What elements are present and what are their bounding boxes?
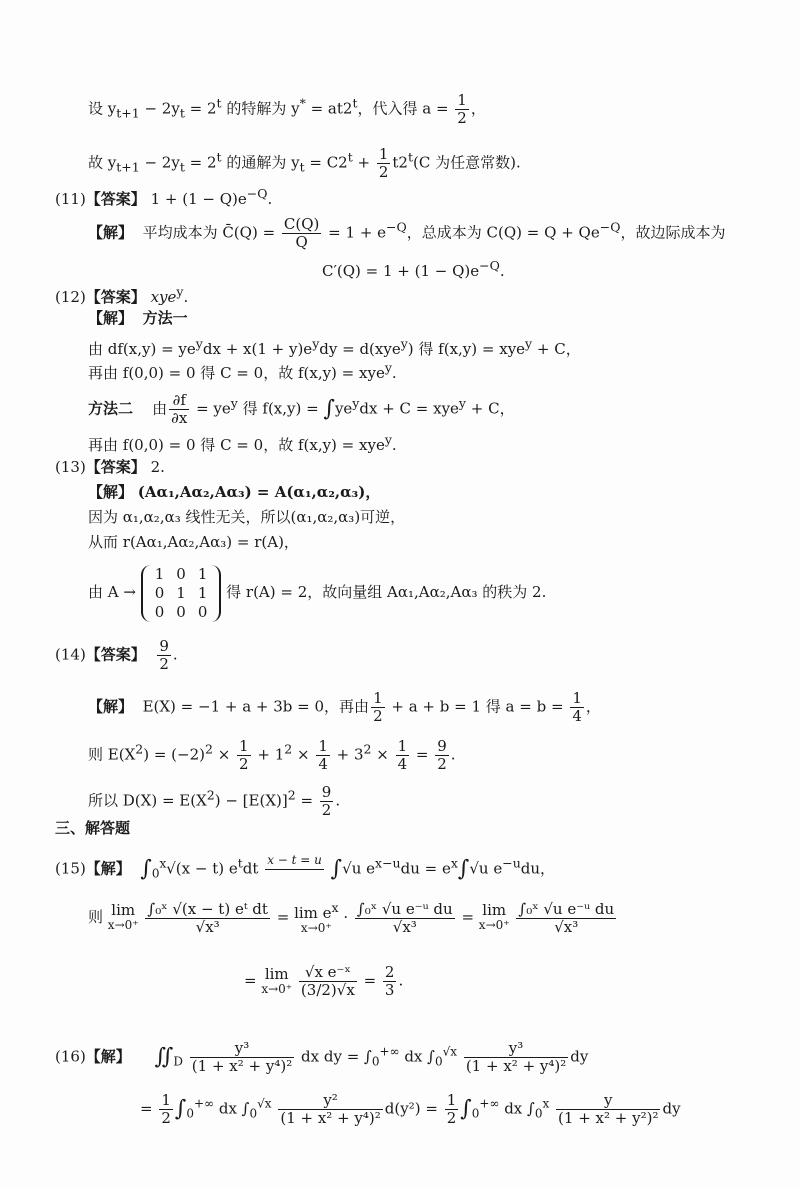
text: C′(Q) = 1 + (1 − Q)e — [322, 262, 480, 280]
matrix-cell: 1 — [197, 564, 208, 583]
text: √u e — [469, 859, 503, 878]
numerator: 1 — [397, 737, 408, 755]
text: = 1 + e — [323, 223, 387, 242]
solution-label: 【解】 — [88, 483, 134, 501]
lim-sub: x→0⁺ — [107, 918, 139, 932]
sup: y — [458, 395, 466, 411]
method-label: 方法二 — [88, 399, 134, 418]
sup: t — [216, 149, 222, 165]
solution-label: 【解】 — [88, 697, 134, 716]
text: = — [244, 971, 262, 990]
text: √u e — [342, 859, 376, 878]
double-integral-sign: ∬ — [154, 1044, 174, 1070]
denominator: 2 — [161, 1109, 171, 1127]
numerator: 1 — [161, 1091, 171, 1109]
text: 设 y — [88, 99, 117, 118]
text: × — [371, 745, 394, 764]
denominator: √x³ — [195, 917, 220, 936]
text: . — [450, 745, 456, 764]
method-label: 方法一 — [142, 309, 188, 327]
text: + 3 — [331, 745, 364, 764]
question-number: (13) — [55, 458, 86, 476]
q12-line1 — [88, 334, 581, 359]
denominator: 3 — [384, 981, 395, 999]
sup: y — [312, 336, 320, 351]
text: du = e — [400, 859, 451, 878]
fraction — [464, 1040, 568, 1075]
substitution-arrow — [265, 852, 324, 887]
matrix-cell: 0 — [176, 564, 186, 583]
fraction — [237, 738, 251, 773]
text: dx + C = xye — [359, 399, 459, 418]
integral-sign: ∫ — [140, 856, 152, 882]
q12-method1-title — [88, 308, 188, 328]
sup: y — [400, 336, 408, 351]
text: − 2y — [139, 153, 180, 172]
sub: 0 — [471, 1106, 480, 1121]
denominator: 4 — [318, 755, 328, 773]
sub: 0 — [434, 1054, 443, 1069]
text: dx ∫ — [218, 1099, 250, 1118]
substitution: x − t = u — [265, 852, 324, 870]
denominator: 4 — [572, 707, 582, 725]
fraction — [556, 1092, 660, 1127]
numerator: ∂f — [169, 392, 189, 410]
numerator: √x e⁻ˣ — [299, 964, 357, 982]
text: ，总成本为 C(Q) = Q + Qe — [406, 223, 600, 242]
denominator: (1 + x² + y⁴)² — [280, 1109, 381, 1127]
q13-answer — [55, 457, 165, 477]
q16-line1 — [55, 1040, 588, 1075]
general-solution-line — [88, 146, 521, 181]
text: − 2y — [139, 99, 180, 118]
integral-sign: ∫ — [323, 396, 335, 422]
sup: y — [176, 284, 184, 299]
text: 由 A → — [88, 583, 136, 601]
text: . — [267, 190, 273, 208]
numerator: 1 — [373, 689, 383, 707]
denominator: (1 + x² + y⁴)² — [465, 1057, 567, 1075]
denominator: 4 — [397, 755, 408, 773]
text: × — [212, 745, 236, 764]
sup: 2 — [204, 741, 213, 757]
text: = ye — [191, 399, 231, 418]
text: (C 为任意常数). — [413, 153, 521, 172]
lim-sub: x→0⁺ — [478, 918, 510, 932]
fraction — [145, 901, 270, 936]
text: dt — [242, 859, 259, 878]
text: 由 df(x,y) = ye — [88, 340, 196, 358]
numerator: 1 — [318, 737, 328, 755]
text: 再由 f(0,0) = 0 得 C = 0，故 f(x,y) = xye — [88, 436, 385, 454]
denominator: √x³ — [392, 917, 417, 936]
fraction — [371, 690, 385, 725]
integral-sign: ∫ — [460, 1096, 472, 1122]
fraction — [320, 784, 334, 819]
question-number: (11) — [55, 190, 86, 208]
text: √(x − t) e — [166, 859, 238, 878]
integral-sign: ∫ — [330, 856, 343, 882]
q13-line4 — [88, 562, 546, 622]
sub: 0 — [186, 1106, 194, 1121]
text: + 1 — [252, 745, 285, 764]
text: 由 — [152, 399, 168, 418]
sup: y — [195, 336, 203, 351]
q13-line1 — [88, 482, 380, 502]
sub: D — [173, 1054, 184, 1069]
q15-line3 — [244, 964, 403, 999]
integral-sign: ∫ — [457, 856, 470, 882]
matrix-cell: 1 — [176, 583, 186, 602]
text: 则 — [88, 908, 104, 926]
denominator: 2 — [321, 801, 332, 819]
text: = — [140, 1099, 158, 1118]
text: + — [352, 153, 375, 172]
fraction — [383, 964, 397, 999]
fraction — [316, 738, 330, 773]
text: dx ∫ — [504, 1099, 535, 1118]
numerator: y — [556, 1092, 660, 1110]
sup: −u — [502, 855, 521, 871]
limit — [479, 903, 510, 933]
text: 所以 D(X) = E(X — [88, 791, 207, 810]
sup: −Q — [599, 219, 621, 235]
text: 故 y — [88, 153, 117, 172]
sub: t — [179, 159, 185, 175]
fraction — [435, 738, 449, 773]
sup: y — [525, 336, 533, 351]
text: 平均成本为 C̄(Q) = — [142, 223, 280, 242]
q15-line2 — [88, 900, 618, 936]
fraction — [278, 1092, 382, 1127]
matrix — [141, 565, 222, 622]
matrix-cell: 0 — [176, 602, 186, 621]
matrix-cell: 1 — [154, 564, 165, 583]
numerator: 2 — [384, 963, 395, 981]
sup: t — [216, 95, 222, 111]
numerator: 9 — [437, 737, 447, 755]
text: = 2 — [184, 153, 217, 172]
text: = — [411, 745, 434, 764]
q14-line1 — [88, 690, 601, 725]
question-number: (16) — [55, 1047, 86, 1066]
sub: 0 — [371, 1054, 380, 1069]
text: . — [391, 436, 397, 454]
text: = C2 — [304, 153, 348, 172]
text: dx ∫ — [404, 1047, 435, 1066]
q13-line2 — [88, 507, 405, 527]
sub: t+1 — [116, 105, 140, 121]
text: dx + x(1 + y)e — [202, 340, 313, 358]
matrix-cell: 0 — [154, 602, 165, 621]
answer-value: xye — [150, 288, 177, 306]
question-number: (12) — [55, 288, 86, 306]
numerator: 1 — [239, 737, 249, 755]
fraction — [570, 690, 584, 725]
numerator: 1 — [457, 91, 467, 109]
numerator: 9 — [159, 637, 169, 655]
answer-label: 【答案】 — [85, 190, 146, 208]
sup: x — [159, 856, 167, 871]
question-number: (14) — [55, 645, 86, 664]
text: ， — [470, 99, 486, 118]
text: du， — [520, 859, 556, 878]
fraction — [455, 92, 469, 127]
q16-line2 — [140, 1092, 681, 1127]
q14-line2 — [88, 738, 456, 773]
text: dy — [662, 1099, 681, 1118]
numerator: 9 — [321, 783, 332, 801]
solution-label: 【解】 — [85, 1047, 131, 1066]
sup: y — [230, 395, 238, 411]
q11-solution-line2 — [322, 256, 505, 281]
solution-label: 【解】 — [88, 309, 134, 327]
denominator: (3/2)√x — [300, 981, 355, 999]
q13-line3 — [88, 532, 299, 552]
solution-label: 【解】 — [85, 859, 131, 878]
numerator: y³ — [190, 1040, 294, 1058]
sub: t+1 — [116, 159, 140, 175]
sup: 2 — [135, 741, 144, 757]
q12-line2 — [88, 358, 397, 383]
text: 的通解为 y — [221, 153, 300, 172]
denominator: 2 — [457, 109, 467, 127]
text: ，代入得 a = — [357, 99, 454, 118]
fraction — [516, 901, 616, 936]
limit — [294, 900, 339, 936]
sup: x — [331, 900, 339, 915]
text: = — [461, 908, 479, 926]
denominator: 2 — [239, 755, 249, 773]
sup: −Q — [386, 219, 407, 235]
sup: √x — [257, 1096, 272, 1111]
answer-label: 【答案】 — [85, 458, 146, 476]
text: E(X) = −1 + a + 3b = 0，再由 — [142, 697, 370, 716]
denominator: 2 — [373, 707, 383, 725]
limit — [108, 903, 139, 933]
matrix-cell: 0 — [197, 602, 208, 621]
text: + C， — [532, 340, 581, 358]
sup: 2 — [287, 787, 296, 803]
text: 从而 r(Aα₁,Aα₂,Aα₃) = r(A)， — [88, 533, 299, 551]
text: · — [343, 908, 353, 926]
text: = — [363, 971, 381, 990]
numerator: ∫₀ˣ √(x − t) eᵗ dt — [147, 899, 268, 918]
fraction — [299, 964, 357, 999]
fraction — [377, 146, 391, 181]
text: dy = d(xye — [319, 340, 401, 358]
numerator: y³ — [464, 1040, 568, 1058]
sup: +∞ — [379, 1044, 400, 1059]
fraction — [159, 1092, 173, 1127]
denominator: 2 — [437, 755, 447, 773]
text: . — [391, 364, 397, 382]
text: ， — [585, 697, 601, 716]
fraction — [445, 1092, 459, 1127]
matrix-cell: 0 — [154, 583, 165, 602]
lim-sub: x→0⁺ — [300, 921, 332, 935]
sub: 0 — [534, 1106, 543, 1121]
denominator: 2 — [159, 655, 169, 673]
sup: y — [384, 432, 392, 447]
lim-text: lim — [111, 901, 136, 919]
sup: +∞ — [479, 1096, 500, 1111]
sup: x — [542, 1096, 550, 1111]
text: 得 f(x,y) = — [237, 399, 324, 418]
section-heading: 三、解答题 — [55, 819, 131, 837]
text: dy — [570, 1047, 589, 1066]
fraction — [157, 638, 171, 673]
sup: √x — [442, 1044, 458, 1059]
sup: +∞ — [194, 1096, 215, 1111]
sup: x−u — [375, 855, 401, 871]
limit — [261, 964, 293, 997]
text: = 2 — [184, 99, 217, 118]
q14-answer — [55, 638, 178, 673]
sup: t — [347, 149, 353, 165]
text: = — [295, 791, 318, 810]
answer-label: 【答案】 — [85, 645, 146, 664]
sub: t — [179, 105, 185, 121]
text: ) = (−2) — [143, 745, 205, 764]
matrix-cell: 1 — [197, 583, 208, 602]
integral-sign: ∫ — [174, 1096, 187, 1122]
text: dx dy = ∫ — [301, 1047, 372, 1066]
q15-line1 — [55, 852, 555, 887]
numerator: C(Q) — [283, 215, 320, 233]
sup: 2 — [284, 741, 293, 757]
sup: t — [407, 149, 414, 165]
fraction — [355, 901, 455, 936]
text: ye — [334, 399, 353, 418]
text: = at2 — [305, 99, 353, 118]
denominator: √x³ — [554, 917, 579, 936]
answer-label: 【答案】 — [85, 288, 146, 306]
sub: 0 — [249, 1106, 258, 1121]
q12-line3 — [88, 392, 515, 427]
text: . — [172, 645, 178, 664]
q12-answer — [55, 282, 188, 307]
text: 则 E(X — [88, 745, 136, 764]
numerator: 1 — [572, 689, 582, 707]
numerator: 1 — [378, 145, 389, 163]
text: 得 r(A) = 2，故向量组 Aα₁,Aα₂,Aα₃ 的秩为 2. — [226, 583, 547, 601]
sup: * — [299, 95, 306, 111]
text: . — [335, 791, 341, 810]
denominator: ∂x — [171, 409, 188, 427]
denominator: Q — [295, 233, 308, 251]
particular-solution-line — [88, 92, 486, 127]
text: . — [398, 971, 404, 990]
numerator: y² — [278, 1092, 382, 1110]
lim-text: lim — [264, 964, 289, 983]
text: ) 得 f(x,y) = xye — [407, 340, 526, 358]
fraction — [396, 738, 410, 773]
text: ) − [E(X)] — [214, 791, 288, 810]
fraction — [190, 1040, 294, 1075]
text: 再由 f(0,0) = 0 得 C = 0，故 f(x,y) = xye — [88, 364, 385, 382]
lim-sub: x→0⁺ — [261, 981, 293, 996]
sup: 2 — [206, 787, 215, 803]
denominator: (1 + x² + y²)² — [558, 1109, 659, 1127]
sub: t — [299, 159, 305, 175]
sup: 2 — [363, 741, 372, 757]
text: = — [276, 908, 295, 926]
answer-value: 1 + (1 − Q)e — [150, 190, 247, 208]
text: . — [499, 262, 505, 280]
text: + a + b = 1 得 a = b = — [386, 697, 569, 716]
sup: y — [384, 360, 392, 375]
q14-line3 — [88, 784, 340, 819]
q12-line4 — [88, 430, 397, 455]
solution-label: 【解】 — [88, 223, 134, 242]
sup: y — [352, 395, 360, 411]
sup: −Q — [246, 186, 268, 201]
text: . — [183, 288, 189, 306]
sup: t — [237, 855, 243, 871]
numerator: ∫₀ˣ √u e⁻ᵘ du — [356, 899, 453, 918]
fraction — [169, 392, 189, 427]
sup: t — [352, 95, 358, 111]
question-number: (15) — [55, 859, 86, 878]
text: 的特解为 y — [221, 99, 300, 118]
denominator: 2 — [446, 1109, 457, 1127]
numerator: 1 — [446, 1091, 457, 1109]
sup: −Q — [479, 258, 500, 273]
sub: 0 — [151, 866, 160, 881]
q11-answer — [55, 184, 272, 209]
text: ，故边际成本为 — [620, 223, 726, 242]
lim-text: lim — [482, 901, 507, 919]
text: × — [292, 745, 315, 764]
text: t2 — [392, 153, 408, 172]
text: d(y²) = — [384, 1099, 443, 1118]
q11-solution-line1 — [88, 216, 725, 251]
numerator: ∫₀ˣ √u e⁻ᵘ du — [518, 899, 615, 918]
text: 因为 α₁,α₂,α₃ 线性无关，所以(α₁,α₂,α₃)可逆， — [88, 508, 406, 526]
lim-text: lim e — [294, 904, 332, 922]
denominator: (1 + x² + y⁴)² — [191, 1057, 293, 1075]
sup: x — [450, 855, 458, 871]
answer-value: 2. — [150, 458, 165, 476]
text: + C， — [465, 399, 515, 418]
denominator: 2 — [378, 163, 389, 181]
text: (Aα₁,Aα₂,Aα₃) = A(α₁,α₂,α₃)， — [137, 483, 381, 501]
fraction — [282, 216, 321, 251]
